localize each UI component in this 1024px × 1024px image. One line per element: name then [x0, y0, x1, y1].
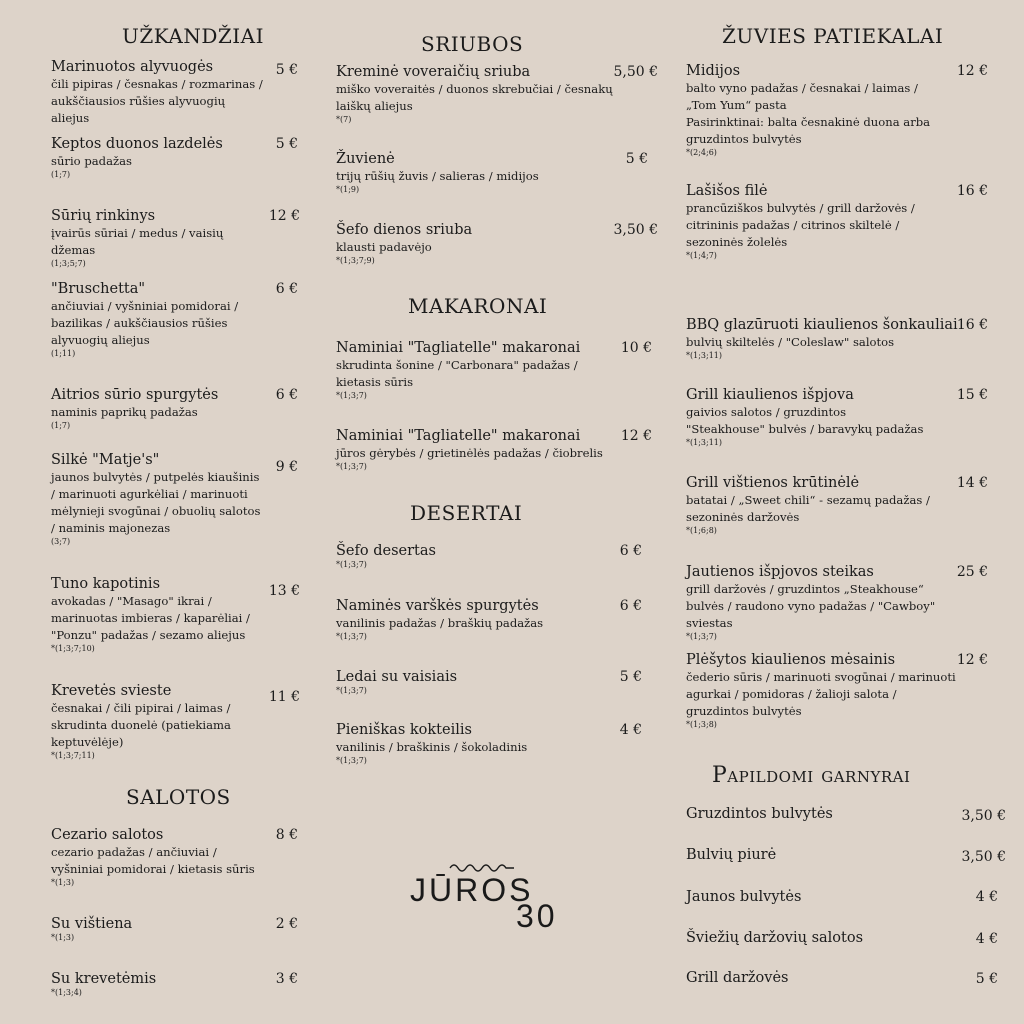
item-description: trijų rūšių žuvis / salieras / midijos — [336, 169, 539, 183]
item-description: vanilinis / braškinis / šokoladinis — [336, 740, 528, 754]
item-name: Naminės varškės spurgytės — [336, 598, 539, 614]
item-price: 10 € — [620, 340, 652, 356]
item-price: 16 € — [956, 317, 988, 333]
section-title-salotos: SALOTOS — [126, 785, 231, 809]
menu-item — [51, 682, 263, 761]
item-name: Cezario salotos — [51, 827, 164, 843]
side-item-price: 3,50 € — [961, 808, 1006, 824]
item-description: česnakai / čili pipirai / laimas / skrudinta duonelė (patiekiama keptuvėlėje) — [51, 701, 231, 749]
item-description: čederio sūris / marinuoti svogūnai / marinuoti agurkai / pomidoras / žalioji salota / gruzdintos bulvytės — [686, 670, 956, 718]
allergen-note: *(1;3) — [51, 878, 75, 887]
allergen-note: *(7) — [336, 115, 352, 124]
allergen-note: *(2;4;6) — [686, 148, 717, 157]
item-price: 15 € — [956, 387, 988, 403]
item-price: 6 € — [275, 387, 298, 403]
menu-item — [51, 58, 263, 127]
item-name: Šefo desertas — [336, 543, 436, 559]
item-price: 5 € — [619, 669, 642, 685]
menu-item — [686, 182, 956, 261]
section-title-makaronai: MAKARONAI — [408, 294, 548, 318]
item-price: 6 € — [619, 543, 642, 559]
item-name: Grill kiaulienos išpjova — [686, 387, 854, 403]
item-price: 11 € — [268, 689, 300, 705]
item-description: naminis paprikų padažas — [51, 405, 198, 419]
allergen-note: (1;3;5;7) — [51, 259, 86, 268]
item-description: grill daržovės / gruzdintos „Steakhouse“ bulvės / raudono vyno padažas / "Cawboy" sviestas — [686, 582, 936, 630]
menu-item — [336, 542, 606, 570]
allergen-note: *(1;9) — [336, 185, 360, 194]
item-name: Midijos — [686, 63, 741, 79]
item-price: 12 € — [620, 428, 652, 444]
menu-item — [686, 474, 936, 536]
allergen-note: *(1;3;7;11) — [51, 751, 95, 760]
item-description: jaunos bulvytės / putpelės kiaušinis / marinuoti agurkėliai / marinuoti mėlynieji svogūnai / obuolių salotos / naminis majonezas — [51, 470, 261, 535]
item-description: miško voveraitės / duonos skrebučiai / česnakų laiškų aliejus — [336, 82, 613, 113]
menu-item — [686, 651, 958, 730]
item-description: ančiuviai / vyšniniai pomidorai / bazilikas / aukščiausios rūšies alyvuogių aliejus — [51, 299, 239, 347]
section-title-zuvies: ŽUVIES PATIEKALAI — [722, 24, 944, 48]
item-price: 14 € — [956, 475, 988, 491]
allergen-note: *(1;3;11) — [686, 438, 722, 447]
item-name: Šefo dienos sriuba — [336, 222, 473, 238]
item-name: Ledai su vaisiais — [336, 669, 458, 685]
menu-item — [686, 316, 956, 361]
item-description: avokadas / "Masago" ikrai / marinuotas imbieras / kaparėliai / "Ponzu" padažas / sezamo aliejus — [51, 594, 250, 642]
side-item-name: Grill daržovės — [686, 970, 789, 986]
menu-item — [686, 563, 956, 642]
side-item-price: 4 € — [975, 889, 998, 905]
item-name: BBQ glazūruoti kiaulienos šonkauliai — [686, 317, 958, 333]
item-description: jūros gėrybės / grietinėlės padažas / čiobrelis — [336, 446, 603, 460]
item-description: skrudinta šonine / "Carbonara" padažas / kietasis sūris — [336, 358, 578, 389]
menu-item — [336, 597, 606, 642]
allergen-note: *(1;3;7) — [336, 560, 367, 569]
allergen-note: *(1;3;7) — [336, 462, 367, 471]
item-price: 5 € — [625, 151, 648, 167]
section-title-sriubos: SRIUBOS — [421, 32, 524, 56]
allergen-note: (1;7) — [51, 170, 71, 179]
item-description-extra: Pasirinktinai: balta česnakinė duona arba gruzdintos bulvytės — [686, 115, 931, 146]
item-name: Marinuotos alyvuogės — [51, 59, 214, 75]
item-name: Pieniškas kokteilis — [336, 722, 472, 738]
item-price: 5 € — [275, 62, 298, 78]
item-name: Krevetės sviestе — [51, 683, 172, 699]
menu-item — [336, 150, 606, 195]
item-price: 5,50 € — [613, 64, 658, 80]
item-name: Jautienos išpjovos steikas — [686, 564, 874, 580]
menu-item — [51, 135, 263, 180]
item-name: Žuvienė — [336, 151, 395, 167]
item-name: Su krevetėmis — [51, 971, 157, 987]
allergen-note: *(1;3;7) — [686, 632, 717, 641]
menu-item — [336, 721, 606, 766]
section-title-desertai: DESERTAI — [410, 501, 523, 525]
menu-item — [686, 62, 946, 158]
allergen-note: *(1;3;7;9) — [336, 256, 375, 265]
menu-item — [686, 386, 926, 448]
item-name: Aitrios sūrio spurgytės — [51, 387, 219, 403]
item-description: sūrio padažas — [51, 154, 132, 168]
menu-item — [51, 915, 263, 943]
section-title-uzkandziai: UŽKANDŽIAI — [122, 24, 265, 48]
item-name: Silkė "Matje's" — [51, 452, 160, 468]
item-name: Su vištiena — [51, 916, 133, 932]
item-name: Sūrių rinkinys — [51, 208, 156, 224]
menu-item — [336, 668, 606, 696]
item-price: 12 € — [956, 652, 988, 668]
item-price: 3,50 € — [613, 222, 658, 238]
side-item-name: Jaunos bulvytės — [686, 889, 802, 905]
allergen-note: (1;11) — [51, 349, 76, 358]
allergen-note: (3;7) — [51, 537, 71, 546]
item-price: 2 € — [275, 916, 298, 932]
menu-item — [51, 575, 263, 654]
item-price: 3 € — [275, 971, 298, 987]
item-price: 6 € — [619, 598, 642, 614]
item-price: 16 € — [956, 183, 988, 199]
allergen-note: *(1;3) — [51, 933, 75, 942]
side-item-price: 3,50 € — [961, 849, 1006, 865]
item-price: 13 € — [268, 583, 300, 599]
item-price: 5 € — [275, 136, 298, 152]
allergen-note: *(1;3;7) — [336, 686, 367, 695]
item-name: Plėšytos kiaulienos mėsainis — [686, 652, 896, 668]
item-name: Kreminė voveraičių sriuba — [336, 64, 531, 80]
allergen-note: (1;7) — [51, 421, 71, 430]
allergen-note: *(1;3;11) — [686, 351, 722, 360]
item-name: Grill vištienos krūtinėlė — [686, 475, 860, 491]
item-description: cezario padažas / ančiuviai / vyšniniai pomidorai / kietasis sūris — [51, 845, 255, 876]
item-price: 6 € — [275, 281, 298, 297]
item-price: 8 € — [275, 827, 298, 843]
item-description: prancūziškos bulvytės / grill daržovės / citrininis padažas / citrinos skiltelė / sezoninės žolelės — [686, 201, 915, 249]
item-description: bulvių skiltelės / "Coleslaw" salotos — [686, 335, 895, 349]
menu-item — [51, 386, 263, 431]
item-price: 12 € — [956, 63, 988, 79]
menu-item — [51, 451, 266, 547]
restaurant-logo — [410, 858, 580, 938]
item-price: 12 € — [268, 208, 300, 224]
item-price: 4 € — [619, 722, 642, 738]
menu-item — [336, 221, 606, 266]
side-item-name: Šviežių daržovių salotos — [686, 930, 864, 946]
allergen-note: *(1;3;7) — [336, 756, 367, 765]
item-description: batatai / „Sweet chili“ - sezamų padažas / sezoninės daržovės — [686, 493, 930, 524]
item-description: klausti padavėjo — [336, 240, 432, 254]
item-description: čili pipiras / česnakas / rozmarinas / aukščiausios rūšies alyvuogių aliejus — [51, 77, 263, 125]
section-title-garnyrai: Papildomi garnyrai — [712, 763, 911, 788]
allergen-note: *(1;4;7) — [686, 251, 717, 260]
menu-item — [336, 427, 606, 472]
item-name: Naminiai "Tagliatelle" makaronai — [336, 428, 581, 444]
menu-item — [336, 339, 606, 401]
item-name: "Bruschetta" — [51, 281, 146, 297]
item-name: Keptos duonos lazdelės — [51, 136, 223, 152]
item-price: 9 € — [275, 459, 298, 475]
menu-item — [51, 280, 256, 359]
item-name: Tuno kapotinis — [51, 576, 161, 592]
menu-item — [336, 63, 614, 125]
side-item-name: Bulvių piurė — [686, 847, 777, 863]
allergen-note: *(1;3;8) — [686, 720, 717, 729]
menu-item — [51, 826, 266, 888]
allergen-note: *(1;3;7) — [336, 391, 367, 400]
item-description: vanilinis padažas / braškių padažas — [336, 616, 544, 630]
logo-line-1: JŪROS — [410, 872, 534, 908]
item-price: 25 € — [956, 564, 988, 580]
logo-line-2: 30 — [516, 898, 558, 934]
allergen-note: *(1;3;7) — [336, 632, 367, 641]
side-item-price: 4 € — [975, 931, 998, 947]
allergen-note: *(1;3;7;10) — [51, 644, 95, 653]
side-item-price: 5 € — [975, 971, 998, 987]
item-name: Naminiai "Tagliatelle" makaronai — [336, 340, 581, 356]
allergen-note: *(1;3;4) — [51, 988, 82, 997]
allergen-note: *(1;6;8) — [686, 526, 717, 535]
menu-item — [51, 207, 266, 269]
item-name: Lašišos filė — [686, 183, 768, 199]
item-description: įvairūs sūriai / medus / vaisių džemas — [51, 226, 224, 257]
item-description: balto vyno padažas / česnakai / laimas / „Tom Yum“ pasta — [686, 81, 918, 112]
menu-item — [51, 970, 263, 998]
side-item-name: Gruzdintos bulvytės — [686, 806, 833, 822]
item-description: gaivios salotos / gruzdintos "Steakhouse" bulvės / baravykų padažas — [686, 405, 924, 436]
